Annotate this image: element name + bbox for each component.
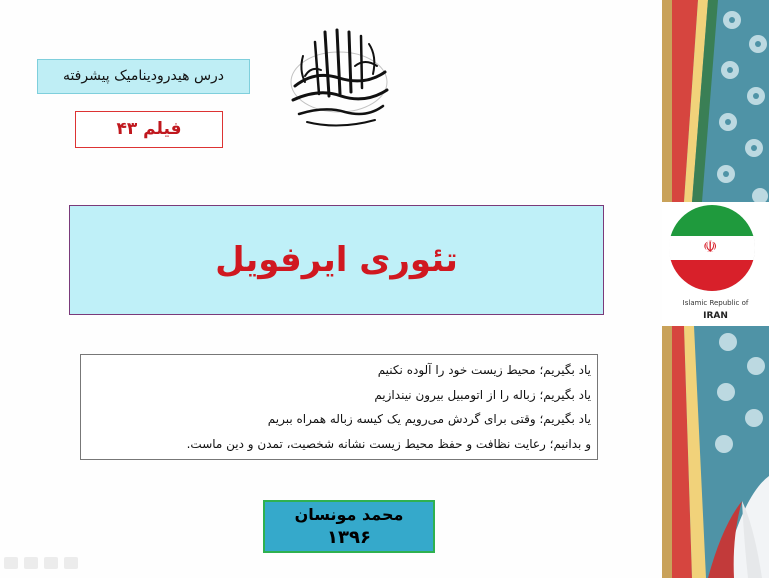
slideshow-toolbar bbox=[4, 557, 78, 571]
previous-slide-icon[interactable] bbox=[4, 557, 18, 569]
environment-message-box bbox=[80, 354, 598, 460]
author-box bbox=[263, 500, 435, 553]
flag-emblem-icon: ☫ bbox=[703, 237, 718, 256]
decorative-pattern-top bbox=[662, 0, 769, 202]
message-line: یاد بگیریم؛ زباله را از اتومبیل بیرون نیندازیم bbox=[374, 387, 591, 402]
pen-icon[interactable] bbox=[24, 557, 38, 569]
message-line: یاد بگیریم؛ محیط زیست خود را آلوده نکنیم bbox=[377, 363, 591, 377]
message-line: و بدانیم؛ رعایت نظافت و حفظ محیط زیست نشانه شخصیت، تمدن و دین ماست. bbox=[186, 436, 591, 451]
iran-flag-icon bbox=[669, 205, 755, 291]
decorative-sidebar bbox=[662, 0, 769, 578]
film-number-label: فیلم ۴۳ bbox=[75, 111, 223, 148]
flag-panel bbox=[662, 202, 769, 326]
slides-menu-icon[interactable] bbox=[44, 557, 58, 569]
author-year: ۱۳۹۶ bbox=[327, 527, 371, 548]
next-slide-icon[interactable] bbox=[64, 557, 78, 569]
decorative-pattern-bottom bbox=[662, 326, 769, 578]
flag-country-label: IRAN bbox=[703, 311, 728, 321]
message-line: یاد بگیریم؛ وقتی برای گردش می‌رویم یک کیسه زباله همراه ببریم bbox=[267, 412, 591, 426]
author-name: محمد مونسان bbox=[294, 505, 404, 524]
course-label: درس هیدرودینامیک پیشرفته bbox=[37, 59, 250, 94]
flag-caption: Islamic Republic of bbox=[682, 299, 749, 307]
calligraphy-logo bbox=[285, 26, 393, 130]
slide-title: تئوری ایرفویل bbox=[69, 205, 604, 315]
